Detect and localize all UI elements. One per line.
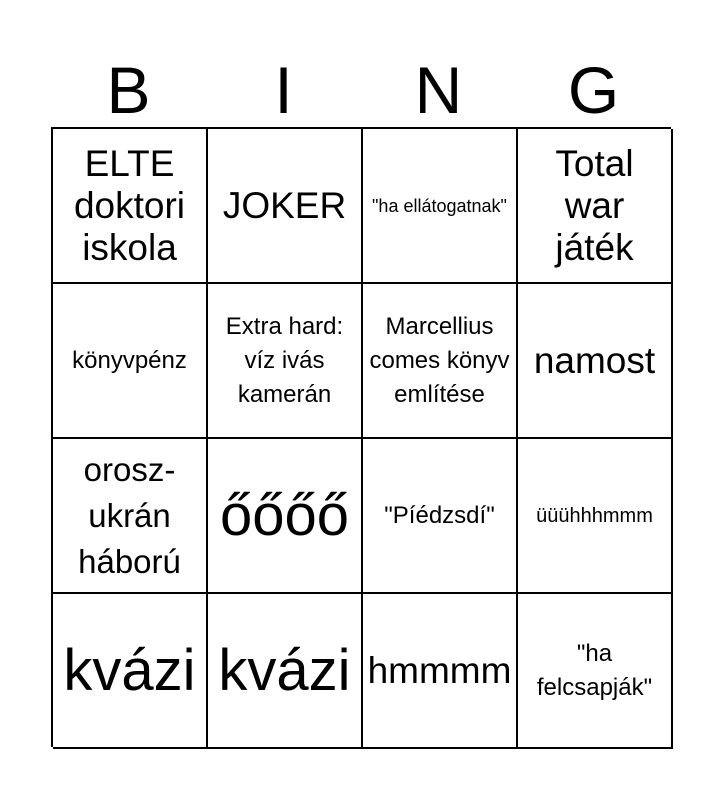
bingo-cell[interactable] [518, 439, 673, 594]
bingo-cell[interactable] [208, 594, 363, 749]
header-letter-n: N [414, 53, 463, 127]
bingo-cell-text: JOKER [222, 184, 347, 226]
bingo-cell[interactable] [363, 284, 518, 439]
bingo-cell-text: üüühhhmmm [536, 504, 653, 527]
bingo-cell[interactable] [518, 284, 673, 439]
bingo-cell-text: orosz-ukrán háború [78, 450, 181, 580]
bingo-cell[interactable] [53, 129, 208, 284]
bingo-header [51, 52, 671, 128]
bingo-cell[interactable] [208, 284, 363, 439]
bingo-cell[interactable] [53, 439, 208, 594]
bingo-card-grid [51, 127, 671, 747]
bingo-cell[interactable] [363, 594, 518, 749]
bingo-cell-text: "Píédzsdí" [384, 501, 495, 529]
bingo-cell[interactable] [208, 129, 363, 284]
bingo-cell-text: Marcellius comes könyv említése [369, 312, 510, 408]
bingo-cell-text: könyvpénz [72, 346, 187, 374]
bingo-cell-text: "ha ellátogatnak" [372, 195, 507, 216]
bingo-cell-text: Extra hard: víz ivás kamerán [225, 312, 344, 408]
header-letter-g: G [567, 53, 620, 127]
bingo-cell-text: ELTE doktori iskola [73, 142, 186, 268]
bingo-cell-text: kvázi [63, 637, 196, 703]
bingo-cell[interactable] [363, 439, 518, 594]
bingo-cell-text: Total war játék [555, 142, 634, 268]
bingo-cell-text: hmmmm [367, 649, 512, 691]
header-letter-b: B [106, 53, 151, 127]
bingo-cell-text: őőőő [219, 482, 350, 548]
bingo-cell[interactable] [518, 594, 673, 749]
header-letter-i: I [274, 53, 293, 127]
bingo-cell[interactable] [363, 129, 518, 284]
bingo-cell[interactable] [518, 129, 673, 284]
bingo-cell-text: namost [533, 339, 656, 381]
bingo-cell[interactable] [208, 439, 363, 594]
bingo-cell[interactable] [53, 284, 208, 439]
bingo-cell-text: "ha felcsapják" [536, 639, 653, 701]
bingo-cell-text: kvázi [218, 637, 351, 703]
bingo-cell[interactable] [53, 594, 208, 749]
